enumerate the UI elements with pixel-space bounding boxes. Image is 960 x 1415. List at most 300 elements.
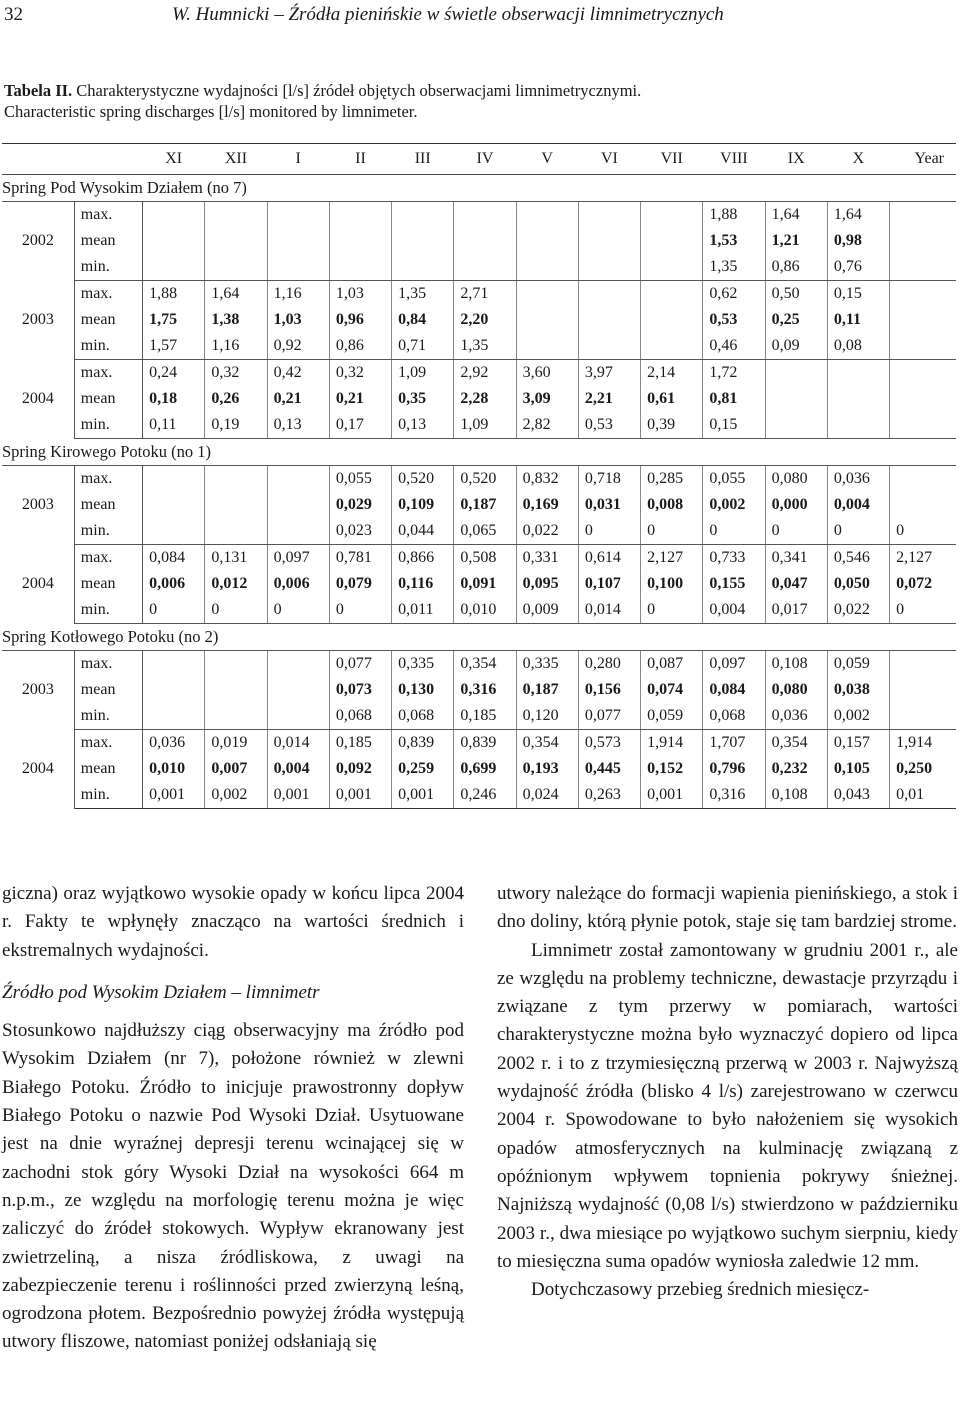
value-cell: 0,331 [516, 545, 578, 572]
stat-label: mean [74, 386, 142, 412]
value-cell: 0,61 [641, 386, 703, 412]
value-cell: 0,109 [392, 492, 454, 518]
year-cell: 2004 [2, 545, 74, 624]
column-header: III [392, 144, 454, 175]
value-cell: 0,022 [516, 518, 578, 545]
value-cell: 0,614 [578, 545, 640, 572]
value-cell: 1,16 [267, 281, 329, 308]
value-cell: 0 [890, 518, 956, 545]
value-cell: 0,86 [765, 254, 827, 281]
value-cell: 1,03 [329, 281, 391, 308]
value-cell: 0,007 [205, 756, 267, 782]
value-cell: 0,108 [765, 651, 827, 678]
value-cell: 0,839 [392, 730, 454, 757]
value-cell: 0,35 [392, 386, 454, 412]
value-cell: 0,53 [703, 307, 765, 333]
value-cell: 0,19 [205, 412, 267, 439]
value-cell: 0 [765, 518, 827, 545]
value-cell: 0,023 [329, 518, 391, 545]
value-cell [578, 228, 640, 254]
section-row [2, 624, 956, 651]
value-cell: 0,152 [641, 756, 703, 782]
value-cell: 0,866 [392, 545, 454, 572]
value-cell: 0,105 [827, 756, 889, 782]
value-cell [890, 412, 956, 439]
value-cell: 0,130 [392, 677, 454, 703]
value-cell [765, 360, 827, 387]
value-cell [890, 202, 956, 229]
value-cell: 2,127 [896, 549, 933, 566]
table-row [2, 782, 956, 809]
value-cell: 0,546 [827, 545, 889, 572]
value-cell [454, 228, 516, 254]
stat-label: mean [74, 756, 142, 782]
value-cell: 0,21 [267, 386, 329, 412]
value-cell: 0,059 [827, 651, 889, 678]
value-cell: 0,009 [516, 597, 578, 624]
value-cell [329, 202, 391, 229]
value-cell [578, 281, 640, 308]
value-cell: 0,76 [827, 254, 889, 281]
value-cell: 0,86 [329, 333, 391, 360]
value-cell: 0,53 [578, 412, 640, 439]
value-cell: 0 [641, 597, 703, 624]
stat-label: min. [74, 782, 142, 809]
value-cell [205, 492, 267, 518]
table-row [2, 466, 956, 493]
value-cell: 0,508 [454, 545, 516, 572]
year-cell: 2003 [2, 466, 74, 545]
value-cell [143, 703, 205, 730]
section-title: Spring Pod Wysokim Działem (no 7) [2, 175, 956, 202]
value-cell: 0,185 [454, 703, 516, 730]
value-cell: 0,316 [454, 677, 516, 703]
caption-polish: Charakterystyczne wydajności [l/s] źródeł objętych obserwacjami limnimetrycznymi. [72, 81, 642, 100]
value-cell: 0,077 [578, 703, 640, 730]
column-header: IX [765, 144, 827, 175]
value-cell: 0,280 [578, 651, 640, 678]
value-cell [329, 254, 391, 281]
table-row [2, 703, 956, 730]
value-cell: 1,21 [765, 228, 827, 254]
value-cell: 1,64 [765, 202, 827, 229]
column-header: VI [578, 144, 640, 175]
year-cell: 2002 [2, 202, 74, 281]
value-cell [267, 202, 329, 229]
value-cell: 0,001 [143, 782, 205, 809]
value-cell: 0,26 [205, 386, 267, 412]
value-cell: 0,001 [641, 782, 703, 809]
value-cell: 2,127 [641, 545, 703, 572]
table-row [2, 492, 956, 518]
caption-polish-line [4, 80, 954, 101]
value-cell [267, 703, 329, 730]
value-cell: 0,097 [267, 545, 329, 572]
stat-label: mean [74, 677, 142, 703]
header-spacer [2, 144, 74, 175]
value-cell [516, 202, 578, 229]
stat-label: max. [74, 360, 142, 387]
value-cell: 0,068 [329, 703, 391, 730]
section-row [2, 439, 956, 466]
value-cell [641, 307, 703, 333]
value-cell: 0,068 [703, 703, 765, 730]
value-cell: 0,341 [765, 545, 827, 572]
value-cell: 0,084 [143, 545, 205, 572]
stat-label: mean [74, 307, 142, 333]
value-cell [890, 228, 956, 254]
value-cell: 0,100 [641, 571, 703, 597]
value-cell: 0,084 [703, 677, 765, 703]
value-cell [578, 254, 640, 281]
value-cell: 0 [329, 597, 391, 624]
stat-label: min. [74, 703, 142, 730]
value-cell: 0,022 [827, 597, 889, 624]
value-cell: 0,029 [329, 492, 391, 518]
value-cell: 0,079 [329, 571, 391, 597]
value-cell: 0 [827, 518, 889, 545]
value-cell: 0,354 [516, 730, 578, 757]
value-cell: 0,354 [454, 651, 516, 678]
running-title-text: W. Humnicki – Źródła pienińskie w świetle obserwacji limnimetrycznych [172, 4, 724, 25]
column-header: XII [205, 144, 267, 175]
value-cell: 1,57 [143, 333, 205, 360]
column-header: II [329, 144, 391, 175]
value-cell [143, 518, 205, 545]
stat-label: max. [74, 466, 142, 493]
value-cell: 0 [267, 597, 329, 624]
left-paragraph-1: giczna) oraz wyjątkowo wysokie opady w końcu lipca 2004 r. Fakty te wpłynęły znacząco na wartości średnich i ekstremalnych wydajności. [2, 883, 464, 961]
value-cell [516, 281, 578, 308]
stat-label: min. [74, 333, 142, 360]
column-header: X [827, 144, 889, 175]
value-cell: 0 [205, 597, 267, 624]
value-cell: 2,71 [454, 281, 516, 308]
value-cell [143, 254, 205, 281]
value-cell: 0,699 [454, 756, 516, 782]
value-cell [890, 254, 956, 281]
value-cell [267, 228, 329, 254]
value-cell: 0,13 [392, 412, 454, 439]
value-cell: 0,004 [267, 756, 329, 782]
value-cell: 2,14 [641, 360, 703, 387]
value-cell: 0,62 [703, 281, 765, 308]
table-row [2, 228, 956, 254]
value-cell: 1,35 [392, 281, 454, 308]
value-cell: 0,187 [516, 677, 578, 703]
value-cell: 0,832 [516, 466, 578, 493]
value-cell: 0,012 [205, 571, 267, 597]
stat-label: max. [74, 545, 142, 572]
value-cell: 0,055 [703, 466, 765, 493]
value-cell: 0,259 [392, 756, 454, 782]
value-cell [641, 281, 703, 308]
value-cell: 0,232 [765, 756, 827, 782]
discharge-table [2, 143, 956, 809]
value-cell: 0,108 [765, 782, 827, 809]
stat-label: max. [74, 651, 142, 678]
value-cell: 1,35 [703, 254, 765, 281]
value-cell: 3,97 [578, 360, 640, 387]
value-cell [516, 254, 578, 281]
stat-label: max. [74, 281, 142, 308]
value-cell [329, 228, 391, 254]
table-row [2, 571, 956, 597]
value-cell: 0,17 [329, 412, 391, 439]
value-cell: 0,107 [578, 571, 640, 597]
value-cell: 0,520 [454, 466, 516, 493]
value-cell [890, 466, 956, 493]
table-row [2, 651, 956, 678]
value-cell [205, 228, 267, 254]
value-cell: 1,38 [205, 307, 267, 333]
value-cell: 0,15 [703, 412, 765, 439]
value-cell [516, 228, 578, 254]
value-cell [205, 254, 267, 281]
table-row [2, 756, 956, 782]
value-cell: 0 [578, 518, 640, 545]
value-cell: 0,024 [516, 782, 578, 809]
table-row [2, 386, 956, 412]
value-cell [890, 386, 956, 412]
value-cell [205, 651, 267, 678]
stat-label: min. [74, 597, 142, 624]
value-cell: 0,445 [578, 756, 640, 782]
value-cell: 0,002 [827, 703, 889, 730]
value-cell: 0,036 [827, 466, 889, 493]
value-cell: 0,98 [827, 228, 889, 254]
value-cell: 0,01 [890, 782, 956, 809]
column-header: I [267, 144, 329, 175]
value-cell: 0,038 [827, 677, 889, 703]
stat-label: min. [74, 254, 142, 281]
value-cell: 0,246 [454, 782, 516, 809]
value-cell: 0,11 [827, 307, 889, 333]
year-cell: 2004 [2, 730, 74, 809]
stat-label: min. [74, 518, 142, 545]
value-cell [267, 492, 329, 518]
value-cell [516, 307, 578, 333]
value-cell: 1,09 [392, 360, 454, 387]
value-cell [267, 677, 329, 703]
value-cell: 1,64 [827, 202, 889, 229]
table-row [2, 360, 956, 387]
value-cell: 0,718 [578, 466, 640, 493]
value-cell: 0,185 [329, 730, 391, 757]
value-cell [641, 254, 703, 281]
value-cell: 0,091 [454, 571, 516, 597]
table-row [2, 333, 956, 360]
value-cell: 0,072 [896, 575, 933, 592]
value-cell: 1,88 [143, 281, 205, 308]
value-cell: 0,92 [267, 333, 329, 360]
value-cell [143, 492, 205, 518]
value-cell: 0,000 [765, 492, 827, 518]
value-cell: 0,087 [641, 651, 703, 678]
value-cell [516, 333, 578, 360]
value-cell: 0,120 [516, 703, 578, 730]
value-cell: 0,169 [516, 492, 578, 518]
value-cell: 0,250 [896, 760, 933, 777]
value-cell: 1,16 [205, 333, 267, 360]
right-paragraph-2: Limnimetr został zamontowany w grudniu 2001 r., ale ze względu na problemy techniczne, dewastacje przyrządu i związane z tym przerwy w pomiarach, wartości charakterystyczne można było wyznaczyć dopiero od lipca 2002 r. i to z trzymiesięczną przerwą w 2003 r. Najwyższą wydajność źródła (blisko 4 l/s) zarejestrowano w czerwcu 2004 r. Spowodowane to było nałożeniem się wysokich opadów atmosferycznych na kulminację związaną z opóźnionym wpływem topnienia pokrywy śnieżnej. Najniższą wydajność (0,08 l/s) stwierdzono w październiku 2003 r., dwa miesiące po wyjątkowo suchym sierpniu, kiedy to miesięczna suma opadów wyniosła zaledwie 12 mm. [497, 939, 958, 1272]
value-cell: 0,095 [516, 571, 578, 597]
table-row [2, 677, 956, 703]
value-cell: 2,20 [454, 307, 516, 333]
stat-label: mean [74, 228, 142, 254]
value-cell: 0 [143, 597, 205, 624]
running-title [172, 4, 724, 26]
left-paragraph-2: Stosunkowo najdłuższy ciąg obserwacyjny ma źródło pod Wysokim Działem (nr 7), położone również w zlewni Białego Potoku. Źródło to inicjuje prawostronny dopływ Białego Potoku o nazwie Pod Wysoki Dział. Usytuowane jest na dnie wyraźnej depresji terenu wcinającej się w zachodni stok góry Wysoki Dział na wysokości 664 m n.p.m., ze względu na morfologię terenu można je więc zaliczyć do źródeł stokowych. Wypływ ekranowany jest zwietrzeliną, a nisza źródliskowa, z uwagi na zabezpieczenie terenu i roślinności przed zwierzyną leśną, ogrodzona płotem. Bezpośrednio powyżej źródła występują utwory fliszowe, natomiast poniżej odsłaniają się [2, 1020, 464, 1353]
value-cell [890, 651, 956, 678]
value-cell: 1,88 [703, 202, 765, 229]
value-cell: 1,72 [703, 360, 765, 387]
value-cell [267, 518, 329, 545]
value-cell [143, 202, 205, 229]
value-cell: 0,520 [392, 466, 454, 493]
value-cell: 0,187 [454, 492, 516, 518]
value-cell [392, 254, 454, 281]
value-cell: 0,08 [827, 333, 889, 360]
value-cell: 0 [641, 518, 703, 545]
value-cell [890, 703, 956, 730]
value-cell [267, 651, 329, 678]
section-title: Spring Kirowego Potoku (no 1) [2, 439, 956, 466]
value-cell: 1,35 [454, 333, 516, 360]
value-cell: 2,28 [454, 386, 516, 412]
column-header: XI [143, 144, 205, 175]
value-cell: 0,32 [205, 360, 267, 387]
value-cell: 1,53 [703, 228, 765, 254]
value-cell [205, 703, 267, 730]
value-cell: 0,065 [454, 518, 516, 545]
value-cell [765, 412, 827, 439]
value-cell: 0,031 [578, 492, 640, 518]
table-row [2, 597, 956, 624]
table-caption [4, 80, 954, 122]
value-cell: 0,39 [641, 412, 703, 439]
value-cell [454, 254, 516, 281]
value-cell: 3,60 [516, 360, 578, 387]
value-cell: 2,21 [578, 386, 640, 412]
value-cell [890, 307, 956, 333]
table-row [2, 518, 956, 545]
value-cell: 0,073 [329, 677, 391, 703]
value-cell: 0,263 [578, 782, 640, 809]
value-cell: 0,001 [392, 782, 454, 809]
value-cell: 0,316 [703, 782, 765, 809]
value-cell: 1,914 [641, 730, 703, 757]
value-cell [143, 466, 205, 493]
value-cell: 0,002 [703, 492, 765, 518]
caption-english: Characteristic spring discharges [l/s] monitored by limnimeter. [4, 102, 418, 121]
value-cell: 1,03 [267, 307, 329, 333]
value-cell [392, 202, 454, 229]
table-row [2, 307, 956, 333]
value-cell [454, 202, 516, 229]
value-cell: 0,068 [392, 703, 454, 730]
section-row [2, 175, 956, 202]
stat-label: max. [74, 730, 142, 757]
value-cell: 0 [890, 597, 956, 624]
value-cell [205, 677, 267, 703]
value-cell [392, 228, 454, 254]
value-cell: 0,004 [827, 492, 889, 518]
value-cell: 0,011 [392, 597, 454, 624]
value-cell: 0,156 [578, 677, 640, 703]
value-cell [827, 386, 889, 412]
table-row [2, 281, 956, 308]
value-cell: 0,055 [329, 466, 391, 493]
value-cell: 0,155 [703, 571, 765, 597]
right-paragraph-1: utwory należące do formacji wapienia pienińskiego, a stok i dno doliny, którą płynie potok, staje się tam bardziej strome. [497, 883, 958, 933]
value-cell: 0,15 [827, 281, 889, 308]
column-header: IV [454, 144, 516, 175]
table-row [2, 412, 956, 439]
value-cell: 0,81 [703, 386, 765, 412]
value-cell: 0,96 [329, 307, 391, 333]
year-cell: 2003 [2, 651, 74, 730]
value-cell: 0,059 [641, 703, 703, 730]
value-cell: 0,42 [267, 360, 329, 387]
value-cell: 0,010 [143, 756, 205, 782]
value-cell: 0,097 [703, 651, 765, 678]
value-cell [827, 360, 889, 387]
value-cell [205, 466, 267, 493]
year-cell: 2004 [2, 360, 74, 439]
value-cell: 0,008 [641, 492, 703, 518]
value-cell: 1,64 [205, 281, 267, 308]
table-row [2, 254, 956, 281]
value-cell: 0,13 [267, 412, 329, 439]
value-cell [765, 386, 827, 412]
value-cell: 0,002 [205, 782, 267, 809]
value-cell: 3,09 [516, 386, 578, 412]
value-cell: 0,036 [765, 703, 827, 730]
value-cell: 0,077 [329, 651, 391, 678]
caption-label: Tabela II. [4, 81, 73, 100]
value-cell [890, 281, 956, 308]
value-cell: 0,18 [143, 386, 205, 412]
value-cell: 0,006 [143, 571, 205, 597]
value-cell: 2,92 [454, 360, 516, 387]
value-cell: 0,019 [205, 730, 267, 757]
value-cell: 0,50 [765, 281, 827, 308]
value-cell: 0,71 [392, 333, 454, 360]
column-header: VIII [703, 144, 765, 175]
value-cell [890, 677, 956, 703]
value-cell: 0,781 [329, 545, 391, 572]
value-cell: 1,914 [896, 734, 933, 751]
value-cell: 1,75 [143, 307, 205, 333]
value-cell: 0,21 [329, 386, 391, 412]
value-cell: 0 [703, 518, 765, 545]
value-cell: 0,116 [392, 571, 454, 597]
value-cell: 0,32 [329, 360, 391, 387]
column-header: V [516, 144, 578, 175]
value-cell [641, 228, 703, 254]
table-row [2, 730, 956, 757]
value-cell [641, 333, 703, 360]
page-header [0, 4, 960, 34]
value-cell: 0,09 [765, 333, 827, 360]
value-cell: 0,335 [516, 651, 578, 678]
value-cell: 0,839 [454, 730, 516, 757]
value-cell [205, 202, 267, 229]
value-cell: 0,004 [703, 597, 765, 624]
value-cell [267, 466, 329, 493]
value-cell: 0,193 [516, 756, 578, 782]
